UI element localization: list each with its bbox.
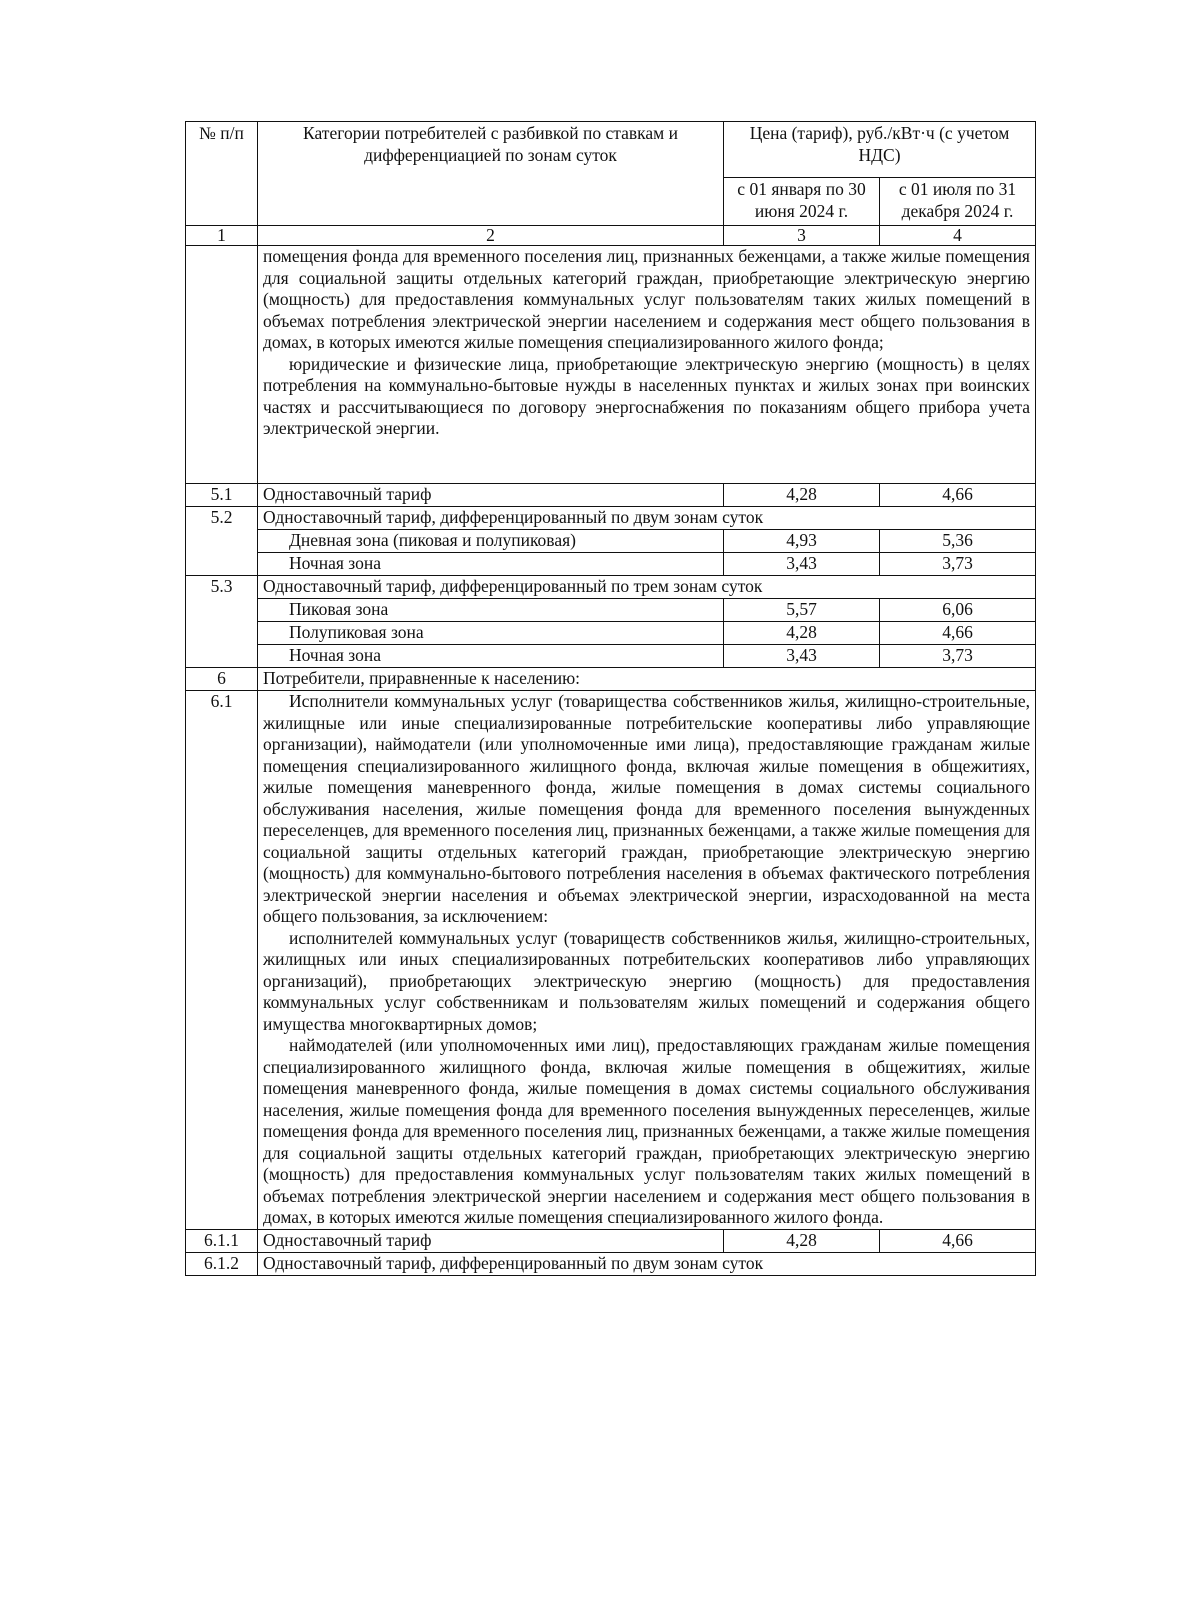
header-period-1: с 01 января по 30 июня 2024 г.	[724, 178, 880, 226]
zone-label	[258, 530, 724, 553]
zone-label	[258, 645, 724, 668]
row-6-1-text	[258, 691, 1036, 1230]
zone-label	[258, 599, 724, 622]
zone-label-text: Дневная зона (пиковая и полупиковая)	[289, 530, 576, 550]
header-col-price: Цена (тариф), руб./кВт·ч (с учетом НДС)	[724, 122, 1036, 178]
header-col-no: № п/п	[186, 122, 258, 226]
header-col-category: Категории потребителей с разбивкой по ставкам и дифференциацией по зонам суток	[258, 122, 724, 226]
cont-paragraph: помещения фонда для временного поселения лиц, признанных беженцами, а также жилые помещения для социальной защиты отдельных категорий граждан, приобретающие электрическую энергию (мощность) для предоставления коммунальных услуг пользователям таких жилых помещений в объемах потребления электрической энергии населением и содержания мест общего пользования в домах, в которых имеются жилые помещения специализированного жилого фонда;	[263, 246, 1030, 352]
zone-label-text: Ночная зона	[289, 645, 381, 665]
value-period-1: 4,28	[724, 622, 880, 645]
value-period-1: 3,43	[724, 645, 880, 668]
value-period-1: 4,28	[724, 1229, 880, 1252]
zone-label-text: Пиковая зона	[289, 599, 389, 619]
zone-label-text: Ночная зона	[289, 553, 381, 573]
header-num-1: 1	[186, 226, 258, 246]
cont-text-cell	[258, 246, 1036, 484]
value-period-2: 3,73	[880, 553, 1036, 576]
value-period-1: 5,57	[724, 599, 880, 622]
row-number: 5.2	[186, 507, 258, 576]
row-label: Одноставочный тариф, дифференцированный по трем зонам суток	[258, 576, 1036, 599]
row-label: Одноставочный тариф	[258, 1229, 724, 1252]
paragraph: Исполнители коммунальных услуг (товарищества собственников жилья, жилищно-строительные, жилищные или иные специализированные потребительские кооперативы либо управляющие организации), наймодатели (или уполномоченные ими лица), предоставляющие гражданам жилые помещения специализированного жилищного фонда, включая жилые помещения в общежитиях, жилые помещения маневренного фонда, жилые помещения в домах системы социального обслуживания населения, жилые помещения фонда для временного поселения вынужденных переселенцев, для временного поселения лиц, признанных беженцами, а также жилые помещения для социальной защиты отдельных категорий граждан, приобретающие электрическую энергию (мощность) для коммунально-бытового потребления населения в объемах фактического потребления электрической энергии населения и объемах электрической энергии, израсходованной на места общего пользования, за исключением:	[263, 691, 1030, 926]
row-label: Одноставочный тариф	[258, 484, 724, 507]
value-period-2: 6,06	[880, 599, 1036, 622]
row-number: 6.1	[186, 691, 258, 1230]
value-period-1: 4,93	[724, 530, 880, 553]
value-period-2: 3,73	[880, 645, 1036, 668]
cont-paragraph: юридические и физические лица, приобретающие электрическую энергию (мощность) в целях потребления на коммунально-бытовые нужды в населенных пунктах и жилых зонах при воинских частях и рассчитывающиеся по договору энергоснабжения по показаниям общего прибора учета электрической энергии.	[263, 353, 1030, 438]
value-period-2: 4,66	[880, 1229, 1036, 1252]
value-period-1: 4,28	[724, 484, 880, 507]
zone-label-text: Полупиковая зона	[289, 622, 424, 642]
row-label: Потребители, приравненные к населению:	[258, 668, 1036, 691]
row-number: 6.1.2	[186, 1252, 258, 1275]
header-num-4: 4	[880, 226, 1036, 246]
zone-label	[258, 553, 724, 576]
row-number: 6.1.1	[186, 1229, 258, 1252]
paragraph: исполнителей коммунальных услуг (товариществ собственников жилья, жилищно-строительных, жилищных или иных специализированных потребительских кооперативов либо управляющих организаций), приобретающих электрическую энергию (мощность) для предоставления коммунальных услуг собственникам и пользователям жилых помещений и содержания общего имущества многоквартирных домов;	[263, 927, 1030, 1034]
row-number: 5.3	[186, 576, 258, 668]
value-period-1: 3,43	[724, 553, 880, 576]
value-period-2: 4,66	[880, 622, 1036, 645]
header-num-3: 3	[724, 226, 880, 246]
tariff-table	[185, 121, 1036, 1276]
value-period-2: 5,36	[880, 530, 1036, 553]
value-period-2: 4,66	[880, 484, 1036, 507]
row-number: 6	[186, 668, 258, 691]
row-label: Одноставочный тариф, дифференцированный по двум зонам суток	[258, 1252, 1036, 1275]
paragraph: наймодателей (или уполномоченных ими лиц), предоставляющих гражданам жилые помещения специализированного жилищного фонда, включая жилые помещения в общежитиях, жилые помещения маневренного фонда, жилые помещения в домах системы социального обслуживания населения, жилые помещения фонда для временного поселения вынужденных переселенцев, жилые помещения фонда для временного поселения лиц, признанных беженцами, а также жилые помещения для социальной защиты отдельных категорий граждан, приобретающих электрическую энергию (мощность) для предоставления коммунальных услуг пользователям таких жилых помещений в объемах потребления электрической энергии населением и содержания мест общего пользования в домах, в которых имеются жилые помещения специализированного жилого фонда.	[263, 1035, 1030, 1227]
zone-label	[258, 622, 724, 645]
header-period-2: с 01 июля по 31 декабря 2024 г.	[880, 178, 1036, 226]
row-label: Одноставочный тариф, дифференцированный по двум зонам суток	[258, 507, 1036, 530]
row-number: 5.1	[186, 484, 258, 507]
header-num-2: 2	[258, 226, 724, 246]
cont-no-cell	[186, 246, 258, 484]
